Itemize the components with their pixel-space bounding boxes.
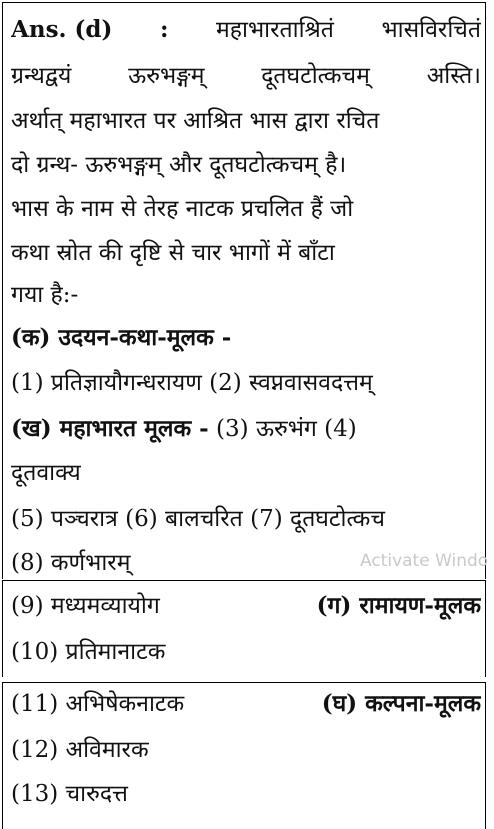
answer-colon: : (159, 16, 169, 43)
section-heading-ka: (क) उदयन-कथा-मूलक - (11, 324, 232, 351)
intro-line-5: भास के नाम से तेरह नाटक प्रचलित हैं जो (11, 196, 354, 222)
item-11-line (11, 689, 481, 719)
kha-items-c: (5) पञ्चरात्र (6) बालचरित (7) दूतघटोत्कच (11, 506, 385, 532)
intro-line-2 (11, 61, 481, 91)
answer-block (2, 2, 489, 579)
intro-word: अस्ति। (426, 63, 481, 89)
intro-line-7: गया है:- (11, 282, 79, 308)
item-12: (12) अविमारक (11, 737, 149, 763)
intro-line-3: अर्थात् महाभारत पर आश्रित भास द्वारा रचित (11, 108, 380, 134)
answer-block-3 (2, 682, 486, 829)
intro-line-6: कथा स्रोत की दृष्टि से चार भागों में बाँटा (11, 240, 335, 266)
kha-line (11, 414, 481, 444)
item-13: (13) चारुदत्त (11, 781, 128, 807)
answer-label: Ans. (d) (11, 16, 113, 43)
intro-word: ग्रन्थद्वयं (11, 63, 72, 89)
item-9-line (11, 591, 481, 621)
activate-windows-watermark: Activate Windo (360, 551, 489, 571)
intro-line-1 (11, 15, 481, 45)
section-heading-kha: (ख) महाभारत मूलक - (11, 415, 209, 442)
ka-items: (1) प्रतिज्ञायौगन्धरायण (2) स्वप्नवासवदत्तम् (11, 370, 373, 396)
intro-word: महाभारताश्रितं (216, 17, 334, 43)
item-11: (11) अभिषेकनाटक (11, 691, 185, 717)
section-heading-ga: (ग) रामायण-मूलक (316, 592, 481, 619)
kha-items-b: दूतवाक्य (11, 460, 81, 486)
answer-block-2 (2, 580, 486, 677)
item-9: (9) मध्यमव्यायोग (11, 593, 160, 619)
intro-word: दूतघटोत्कचम् (261, 63, 370, 89)
intro-word: ऊरुभङ्गम् (128, 63, 205, 89)
intro-word: भासविरचितं (381, 17, 481, 43)
section-heading-gha: (घ) कल्पना-मूलक (321, 690, 481, 717)
kha-items-d: (8) कर्णभारम् (11, 550, 131, 576)
kha-items-a: (3) ऊरुभंग (4) (216, 416, 357, 442)
item-10: (10) प्रतिमानाटक (11, 639, 166, 665)
intro-line-4: दो ग्रन्थ- ऊरुभङ्गम् और दूतघटोत्कचम् है। (11, 152, 347, 178)
